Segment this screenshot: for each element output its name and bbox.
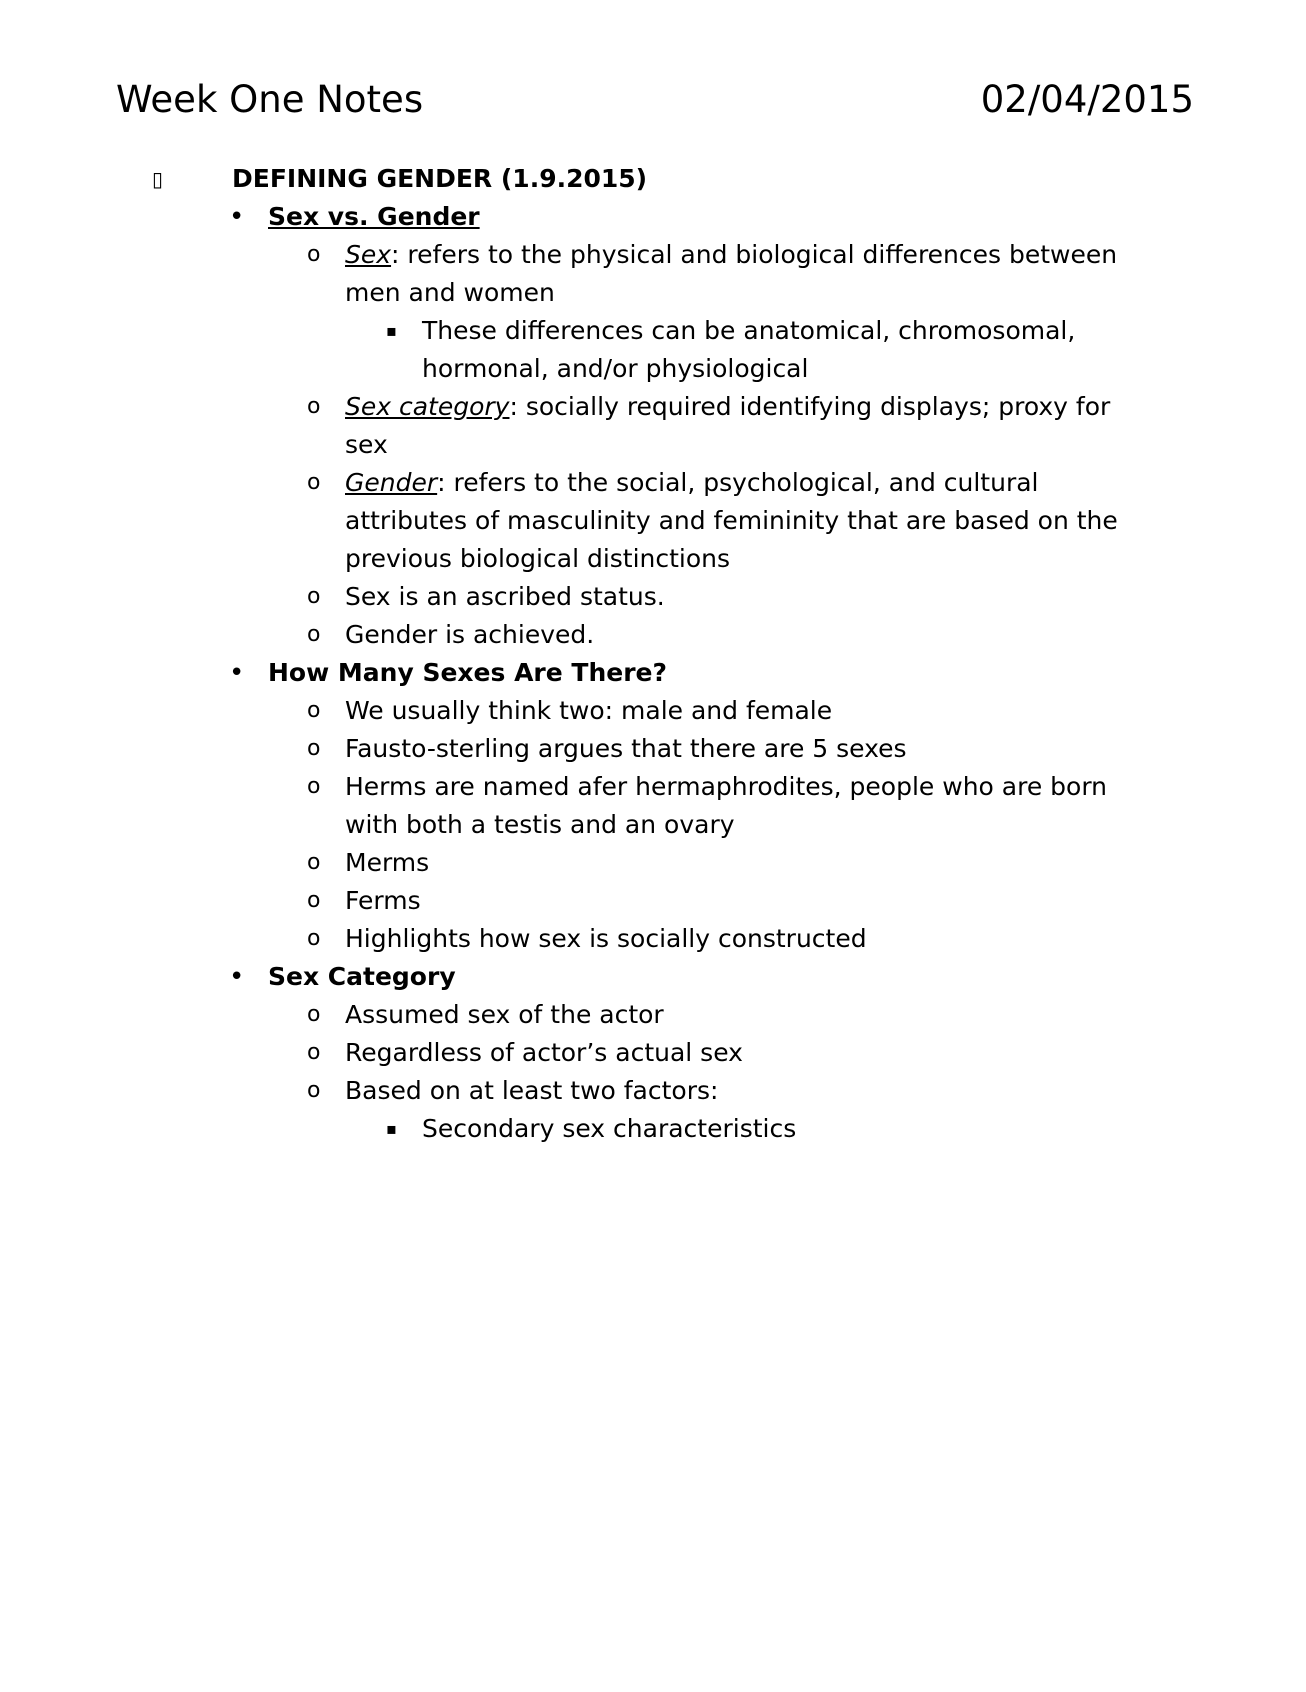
item-text: Highlights how sex is socially constructed — [345, 924, 867, 953]
term: Sex category — [345, 392, 510, 421]
circle-bullet-icon: o — [307, 736, 321, 761]
list-item — [0, 882, 1306, 920]
section-heading — [0, 160, 1306, 198]
missing-glyph-icon: ▯ — [152, 167, 164, 191]
list-item — [0, 236, 1306, 312]
list-item — [0, 464, 1306, 578]
list-subitem — [0, 1110, 1306, 1148]
list-item — [0, 768, 1306, 844]
subitem-text: These differences can be anatomical, chromosomal, hormonal, and/or physiological — [422, 316, 1076, 383]
circle-bullet-icon: o — [307, 622, 321, 647]
circle-bullet-icon: o — [307, 774, 321, 799]
page-header — [116, 72, 1194, 128]
square-bullet-icon: ▪ — [386, 321, 397, 340]
list-item — [0, 1034, 1306, 1072]
circle-bullet-icon: o — [307, 1078, 321, 1103]
list-item — [0, 996, 1306, 1034]
item-text: Assumed sex of the actor — [345, 1000, 664, 1029]
list-item — [0, 844, 1306, 882]
topic-title: Sex Category — [268, 962, 456, 991]
list-item — [0, 692, 1306, 730]
circle-bullet-icon: o — [307, 470, 321, 495]
list-item — [0, 388, 1306, 464]
item-text: : refers to the physical and biological differences between men and women — [345, 240, 1118, 307]
list-item — [0, 1072, 1306, 1110]
term: Sex — [345, 240, 392, 269]
item-text: : refers to the social, psychological, and cultural attributes of masculinity and femininity that are based on the previous biological distinctions — [345, 468, 1118, 573]
topic-title: Sex vs. Gender — [268, 202, 480, 231]
topic-heading — [0, 958, 1306, 996]
circle-bullet-icon: o — [307, 698, 321, 723]
list-item — [0, 920, 1306, 958]
list-subitem — [0, 312, 1306, 388]
term: Gender — [345, 468, 438, 497]
item-text: : socially required identifying displays; proxy for sex — [345, 392, 1111, 459]
document-date: 02/04/2015 — [980, 78, 1194, 121]
item-text: Gender is achieved. — [345, 620, 595, 649]
subitem-text: Secondary sex characteristics — [422, 1114, 797, 1143]
circle-bullet-icon: o — [307, 584, 321, 609]
bullet-icon: • — [229, 962, 245, 992]
square-bullet-icon: ▪ — [386, 1119, 397, 1138]
list-item — [0, 616, 1306, 654]
bullet-icon: • — [229, 202, 245, 232]
circle-bullet-icon: o — [307, 1040, 321, 1065]
section-title: DEFINING GENDER (1.9.2015) — [232, 164, 648, 193]
item-text: Herms are named afer hermaphrodites, people who are born with both a testis and an ovary — [345, 772, 1107, 839]
list-item — [0, 730, 1306, 768]
topic-heading — [0, 198, 1306, 236]
item-text: Fausto-sterling argues that there are 5 sexes — [345, 734, 907, 763]
topic-title: How Many Sexes Are There? — [268, 658, 667, 687]
bullet-icon: • — [229, 658, 245, 688]
circle-bullet-icon: o — [307, 888, 321, 913]
item-text: Ferms — [345, 886, 421, 915]
circle-bullet-icon: o — [307, 1002, 321, 1027]
notes-outline — [0, 160, 1306, 1148]
item-text: Regardless of actor’s actual sex — [345, 1038, 743, 1067]
item-text: Based on at least two factors: — [345, 1076, 719, 1105]
item-text: Merms — [345, 848, 430, 877]
document-title: Week One Notes — [116, 78, 424, 121]
topic-heading — [0, 654, 1306, 692]
list-item — [0, 578, 1306, 616]
circle-bullet-icon: o — [307, 394, 321, 419]
circle-bullet-icon: o — [307, 850, 321, 875]
item-text: Sex is an ascribed status. — [345, 582, 665, 611]
circle-bullet-icon: o — [307, 926, 321, 951]
item-text: We usually think two: male and female — [345, 696, 833, 725]
circle-bullet-icon: o — [307, 242, 321, 267]
